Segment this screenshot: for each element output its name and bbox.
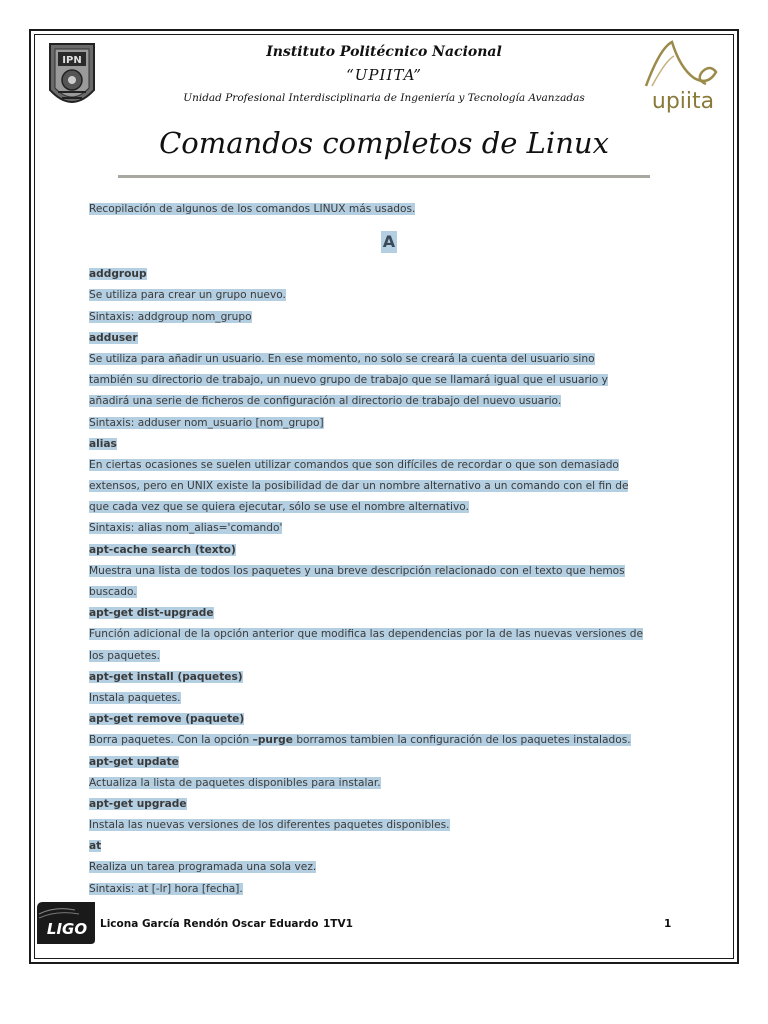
option-name: –purge [252, 734, 293, 747]
description-text: añadirá una serie de ficheros de configuración al directorio de trabajo del nuevo usuario. [89, 395, 562, 408]
description-text: Sintaxis: at [-lr] hora [fecha]. [89, 882, 243, 895]
footer-group: 1TV1 [323, 918, 353, 930]
command-name: apt-get update [89, 755, 179, 768]
institute-name: Instituto Politécnico Nacional [266, 44, 502, 60]
description-text: también su directorio de trabajo, un nuevo grupo de trabajo que se llamará igual que el usuario y [89, 374, 608, 387]
description-line [89, 370, 689, 391]
command-name-line [89, 667, 689, 688]
title-divider [118, 175, 650, 178]
ligo-logo-text: LIGO [46, 920, 88, 938]
description-line [89, 285, 689, 306]
description-text: Realiza un tarea programada una sola vez. [89, 861, 317, 874]
description-line [89, 455, 689, 476]
document-body [89, 199, 689, 900]
description-text: los paquetes. [89, 649, 161, 662]
command-name: addgroup [89, 268, 147, 281]
description-line [89, 879, 689, 900]
description-text: Función adicional de la opción anterior que modifica las dependencias por la de las nuevas versiones de [89, 628, 644, 641]
description-text: Sintaxis: addgroup nom_grupo [89, 310, 252, 323]
description-text: Se utiliza para añadir un usuario. En ese momento, no solo se creará la cuenta del usuario sino [89, 352, 595, 365]
command-name-line [89, 836, 689, 857]
upiita-logo-text: upiita [651, 89, 715, 114]
description-line [89, 518, 689, 539]
command-name: apt-get upgrade [89, 797, 187, 810]
command-name-line [89, 709, 689, 730]
command-name: adduser [89, 331, 138, 344]
institute-unit: Unidad Profesional Interdisciplinaria de Ingeniería y Tecnología Avanzadas [183, 92, 585, 104]
description-text: Sintaxis: adduser nom_usuario [nom_grupo] [89, 416, 324, 429]
footer-author: Licona García Rendón Oscar Eduardo [100, 918, 319, 930]
description-line [89, 857, 689, 878]
description-text: extensos, pero en UNIX existe la posibilidad de dar un nombre alternativo a un comando con el fin de [89, 480, 629, 493]
description-line [89, 476, 689, 497]
command-name: at [89, 840, 102, 853]
document-title: Comandos completos de Linux [159, 126, 609, 160]
command-name-line [89, 540, 689, 561]
command-name-line [89, 434, 689, 455]
description-text: Actualiza la lista de paquetes disponibles para instalar. [89, 776, 381, 789]
description-line [89, 307, 689, 328]
description-text: Se utiliza para crear un grupo nuevo. [89, 289, 286, 302]
command-name: apt-get dist-upgrade [89, 607, 214, 620]
command-name: apt-cache search (texto) [89, 543, 236, 556]
page-number: 1 [664, 918, 672, 930]
ligo-logo-icon [35, 900, 99, 946]
description-text: buscado. [89, 586, 137, 598]
description-line [89, 497, 689, 518]
description-text-part: borramos tambien la configuración de los paquetes instalados. [292, 734, 631, 747]
description-text: Muestra una lista de todos los paquetes y una breve descripción relacionado con el texto que hemos [89, 564, 625, 577]
command-name-line [89, 752, 689, 773]
command-name-line [89, 264, 689, 285]
description-line [89, 582, 689, 603]
svg-text:IPN: IPN [62, 55, 82, 66]
description-line [89, 349, 689, 370]
description-line [89, 688, 689, 709]
description-line [89, 391, 689, 412]
description-line [89, 413, 689, 434]
command-name: apt-get remove (paquete) [89, 713, 245, 726]
description-text-part: Borra paquetes. Con la opción [89, 734, 253, 747]
intro-line [89, 199, 689, 220]
command-list [89, 264, 689, 900]
section-heading [89, 220, 689, 264]
description-line [89, 624, 689, 645]
description-line [89, 815, 689, 836]
institute-short-name: “UPIITA” [346, 66, 422, 84]
description-text [89, 734, 631, 746]
description-text: En ciertas ocasiones se suelen utilizar comandos que son difíciles de recordar o que son demasiado [89, 458, 619, 471]
command-name-line [89, 328, 689, 349]
command-name-line [89, 603, 689, 624]
description-text: que cada vez que se quiera ejecutar, sólo se use el nombre alternativo. [89, 501, 469, 514]
description-text: Sintaxis: alias nom_alias='comando' [89, 522, 283, 535]
description-line [89, 646, 689, 667]
command-name: alias [89, 437, 117, 450]
section-letter: A [382, 232, 396, 252]
description-text: Instala las nuevas versiones de los diferentes paquetes disponibles. [89, 819, 450, 832]
intro-text: Recopilación de algunos de los comandos LINUX más usados. [89, 203, 416, 215]
description-line [89, 773, 689, 794]
description-line [89, 730, 689, 751]
description-line [89, 561, 689, 582]
description-text: Instala paquetes. [89, 691, 181, 704]
command-name: apt-get install (paquetes) [89, 670, 243, 683]
command-name-line [89, 794, 689, 815]
